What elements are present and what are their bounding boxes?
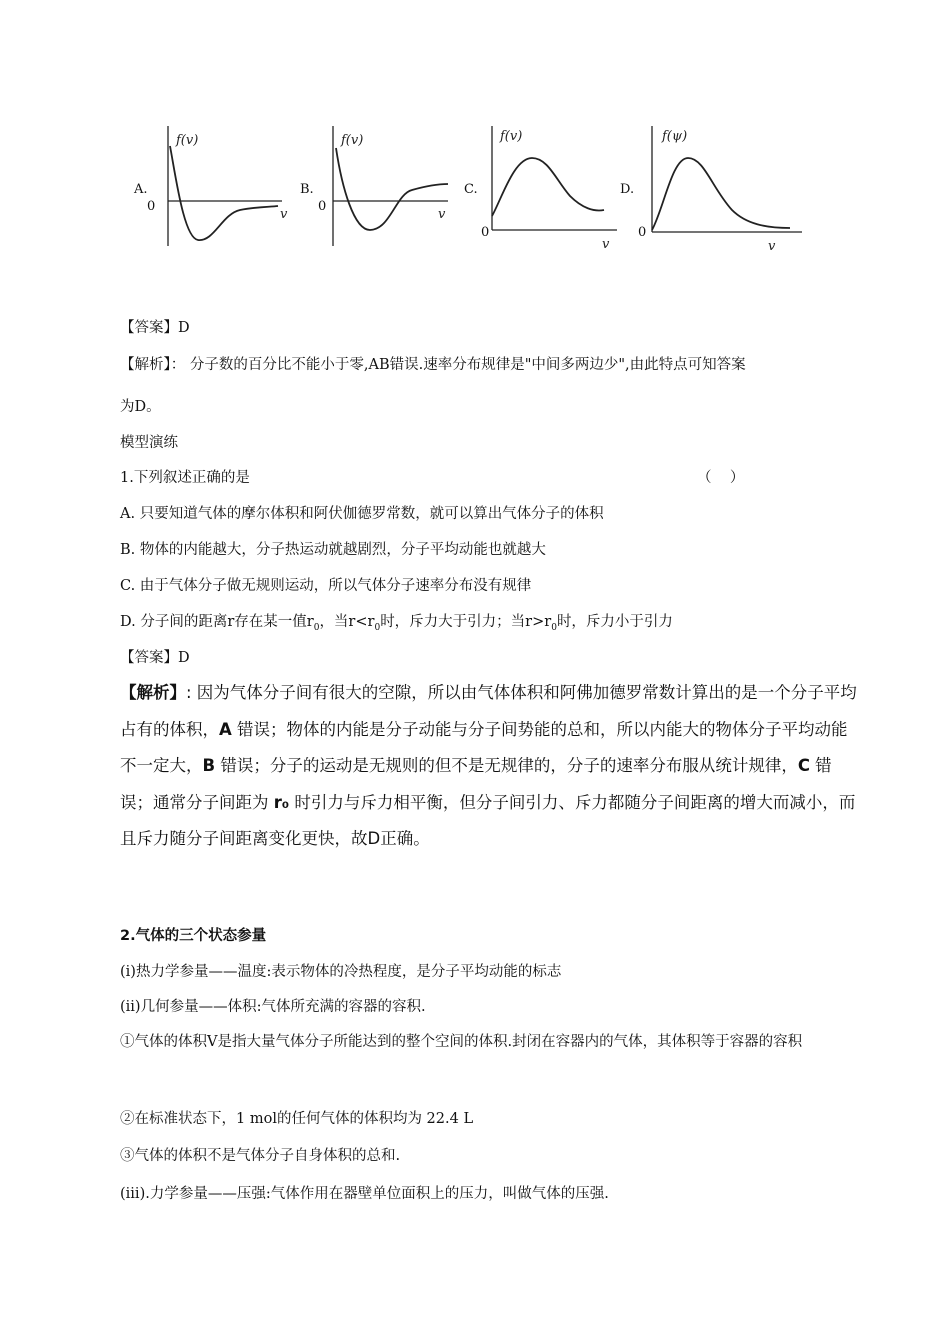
option-d-text-4: 时，斥力小于引力: [556, 614, 673, 630]
analysis-2-a: A: [219, 719, 232, 739]
origin-label: 0: [481, 225, 490, 240]
curve: [652, 158, 790, 230]
curve: [492, 158, 604, 216]
analysis-1-line-1: 【解析】： 分子数的百分比不能小于零,AB错误.速率分布规律是"中间多两边少",由此特点可知答案: [120, 357, 746, 373]
option-d-text-1: D. 分子间的距离r存在某一值r: [120, 614, 314, 630]
section-2-title: 2.气体的三个状态参量: [120, 928, 267, 944]
section-title: 模型演练: [120, 435, 178, 451]
option-b: B. 物体的内能越大，分子热运动就越剧烈，分子平均动能也就越大: [120, 542, 546, 558]
section-2-p6: (iii).力学参量——压强:气体作用在器壁单位面积上的压力，叫做气体的压强.: [120, 1186, 609, 1202]
analysis-2-c: C: [797, 756, 810, 775]
graph-label: C.: [464, 182, 478, 197]
answer-2: 【答案】D: [120, 650, 190, 666]
option-d-text-2: ，当r<r: [319, 614, 375, 630]
option-d-sub-2: 0: [374, 622, 381, 633]
distribution-graphs: [130, 118, 820, 258]
x-axis-label: v: [768, 239, 776, 254]
graph-label: A.: [134, 182, 148, 197]
section-2-p3: ①气体的体积V是指大量气体分子所能达到的整个空间的体积.封闭在容器内的气体，其体积等于容器的容积: [120, 1034, 803, 1050]
analysis-2-text-1: : 因为气体分子间有很大的空隙，所以由气体体积和阿佛加德罗常数计算出的是一个分子平均占有的体积，: [120, 683, 857, 739]
x-axis-label: v: [602, 237, 610, 252]
graph-a: [130, 118, 290, 258]
section-2-p2: (ii)几何参量——体积:气体所充满的容器的容积.: [120, 999, 426, 1015]
analysis-2-text-2: 错误；物体的内能是分子动能与分子间势能的总和，所以内能大的物体分子平均动能不一定大，: [120, 719, 848, 775]
graph-label: B.: [300, 182, 314, 197]
analysis-2-text-5: 时引力与斥力相平衡，但分子间引力、斥力都随分子间距离的增大而减小，而且斥力随分子间距离变化更快，故D正确。: [120, 792, 856, 848]
option-d-sub-3: 0: [551, 622, 557, 633]
origin-label: 0: [638, 225, 647, 240]
graph-c: [462, 118, 635, 258]
option-d: [120, 612, 673, 638]
section-2-p1: (i)热力学参量——温度:表示物体的冷热程度，是分子平均动能的标志: [120, 964, 562, 980]
graph-b: [298, 118, 458, 258]
y-axis-label: f(v): [500, 129, 523, 144]
x-axis-label: v: [280, 207, 288, 222]
option-a: A. 只要知道气体的摩尔体积和阿伏伽德罗常数，就可以算出气体分子的体积: [120, 506, 604, 522]
origin-label: 0: [147, 199, 156, 214]
curve: [336, 148, 448, 230]
curve: [170, 146, 278, 240]
section-2-p5: ③气体的体积不是气体分子自身体积的总和.: [120, 1148, 401, 1164]
answer-1: 【答案】D: [120, 320, 190, 336]
y-axis-label: f(ψ): [662, 129, 688, 144]
analysis-1-line-2: 为D。: [120, 399, 161, 415]
question-1-stem: 1.下列叙述正确的是: [120, 470, 250, 486]
answer-blank: （ ）: [697, 470, 745, 486]
x-axis-label: v: [438, 207, 446, 222]
graph-label: D.: [620, 182, 635, 197]
y-axis-label: f(v): [341, 133, 364, 148]
analysis-2-text-4: 错误；通常分子间距为: [120, 756, 832, 812]
graph-d: [620, 118, 810, 258]
option-c: C. 由于气体分子做无规则运动，所以气体分子速率分布没有规律: [120, 578, 532, 594]
analysis-2-head: 【解析】: [120, 683, 186, 702]
option-d-sub-1: 0: [313, 622, 320, 633]
origin-label: 0: [318, 199, 327, 214]
section-2-p4: ②在标准状态下，1 mol的任何气体的体积均为 22.4 L: [120, 1111, 474, 1127]
option-d-text-3: 时，斥力大于引力；当r>r: [380, 614, 552, 630]
analysis-2-r0: r₀: [273, 792, 290, 812]
y-axis-label: f(v): [176, 133, 199, 148]
analysis-2: [120, 675, 860, 858]
analysis-2-b: B: [202, 756, 216, 775]
analysis-2-text-3: 错误；分子的运动是无规则的但不是无规律的，分子的速率分布服从统计规律，: [215, 756, 798, 775]
